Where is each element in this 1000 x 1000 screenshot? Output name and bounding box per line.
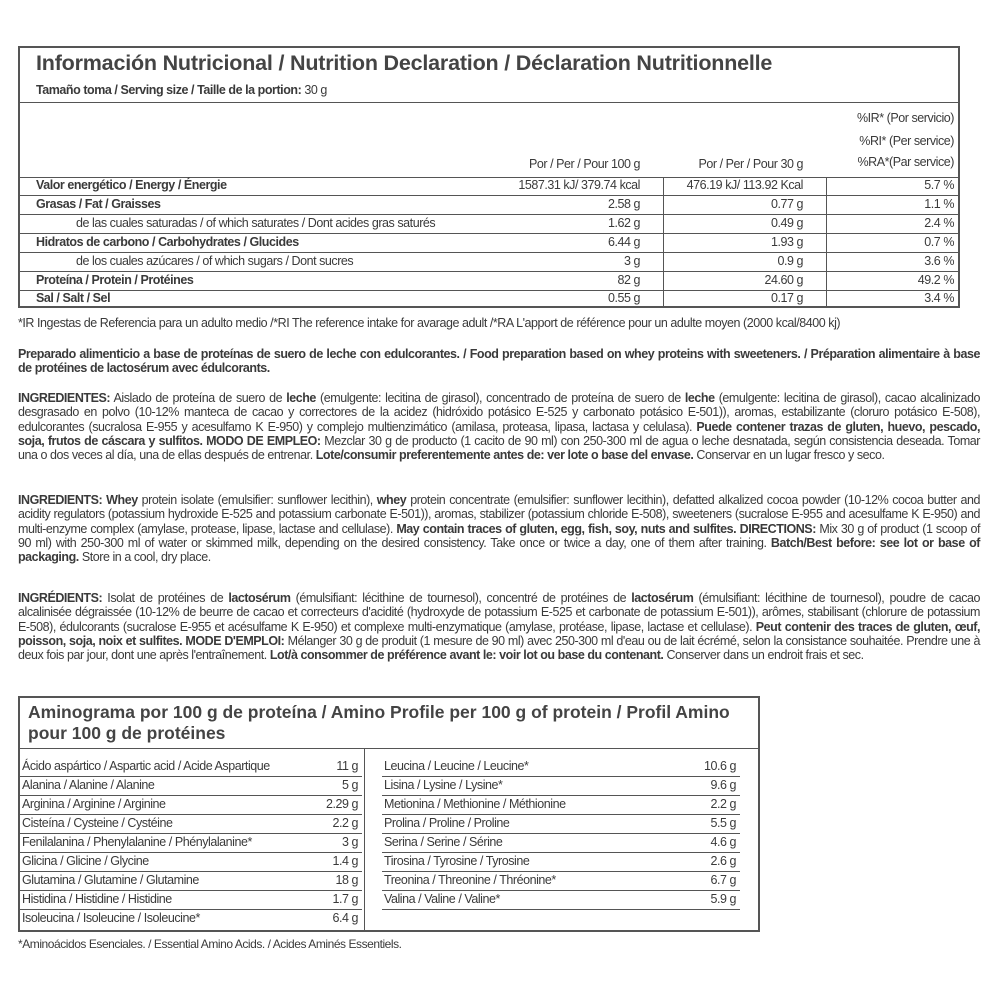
amino-name: Glicina / Glicine / Glycine <box>22 854 149 868</box>
amino-name: Prolina / Proline / Proline <box>384 816 510 830</box>
amino-name: Treonina / Threonine / Thréonine* <box>384 873 556 887</box>
column-divider <box>364 748 365 930</box>
amino-name: Lisina / Lysine / Lysine* <box>384 778 503 792</box>
row-label: Valor energético / Energy / Énergie <box>36 178 227 192</box>
row-per100: 2.58 g <box>607 197 640 211</box>
nutrition-row-salt <box>20 289 958 308</box>
row-per30: 24.60 g <box>764 273 803 287</box>
serving-size-value: 30 g <box>301 83 327 97</box>
reference-intake-footnote: *IR Ingestas de Referencia para un adulto medio /*RI The reference intake for avarage adult /*RA L'apport de référence pour un adulte moyen (2000 kcal/8400 kj) <box>18 316 841 330</box>
nutrition-title: Información Nutricional / Nutrition Declaration / Déclaration Nutritionnelle <box>36 51 773 75</box>
amino-name: Ácido aspártico / Aspartic acid / Acide Aspartique <box>22 759 270 773</box>
serving-size <box>36 83 327 97</box>
row-per100: 0.55 g <box>607 291 640 305</box>
description-text: Preparado alimenticio a base de proteínas de suero de leche con edulcorantes. / Food preparation based on whey proteins with sweeteners. / Préparation alimentaire à base de protéines de lactosérum avec édulcorants. <box>18 347 980 376</box>
allergen-text: leche <box>286 391 316 405</box>
amino-profile-table <box>18 696 760 932</box>
amino-value: 10.6 g <box>703 759 736 773</box>
column-divider <box>826 177 827 308</box>
batch-text: Lote/consumir preferentemente antes de: ver lote o base del envase. <box>315 448 694 463</box>
amino-name: Alanina / Alanine / Alanine <box>22 778 155 792</box>
amino-value: 1.7 g <box>332 892 358 906</box>
amino-name: Valina / Valine / Valine* <box>384 892 500 906</box>
batch-text: Lot/à consommer de préférence avant le: voir lot ou base du contenant. <box>269 648 664 663</box>
row-label: de las cuales saturadas / of which saturates / Dont acides gras saturés <box>76 216 436 230</box>
row-label: Proteína / Protein / Protéines <box>36 273 194 287</box>
col-header-ri-en: %RI* (Per service) <box>859 134 954 148</box>
nutrition-row-saturates <box>20 214 958 233</box>
row-ri: 49.2 % <box>917 273 954 287</box>
amino-name: Cisteína / Cysteine / Cystéine <box>22 816 173 830</box>
col-header-ri-es: %IR* (Por servicio) <box>856 111 954 125</box>
divider <box>20 102 958 103</box>
amino-name: Fenilalanina / Phenylalanine / Phénylalanine* <box>22 835 252 849</box>
col-header-per30: Por / Per / Pour 30 g <box>698 157 803 171</box>
nutrition-row-carbohydrates <box>20 233 958 252</box>
amino-footnote: *Aminoácidos Esenciales. / Essential Amino Acids. / Acides Aminés Essentiels. <box>18 937 402 951</box>
row-per100: 1.62 g <box>607 216 640 230</box>
nutrition-row-sugars <box>20 252 958 271</box>
row-ri: 1.1 % <box>924 197 954 211</box>
product-description <box>18 347 980 376</box>
amino-row <box>20 776 362 795</box>
nutrition-row-energy <box>20 176 958 195</box>
amino-value: 2.2 g <box>332 816 358 830</box>
allergen-warning: May contain traces of gluten, egg, fish, soy, nuts and sulfites. DIRECTIONS: <box>396 521 816 536</box>
amino-row <box>382 814 740 833</box>
amino-value: 6.7 g <box>710 873 736 887</box>
ingredients-text: (emulgente: lecitina de girasol), cacao alcalinizado desgrasado en polvo (10-12% manteca de cacao y correctores de la acidez (hidróxido potásico E-525 y carbonato potásico E-501)), aromas, estabilizante (cloruro potásico E-508), edulcorantes (sucralosa E-955 y acesulfamo K E-950) y complejo multienzimático (amilasa, proteasa, lipasa, lactasa y celulasa). <box>18 391 980 434</box>
row-per100: 6.44 g <box>607 235 640 249</box>
amino-row <box>20 833 362 852</box>
col-header-ri-fr: %RA*(Par service) <box>857 155 954 169</box>
row-per30: 0.49 g <box>770 216 803 230</box>
amino-value: 3 g <box>341 835 358 849</box>
row-per100: 82 g <box>617 273 640 287</box>
amino-title: Aminograma por 100 g de proteína / Amino Profile per 100 g of protein / Profil Amino pour 100 g de protéines <box>28 702 730 743</box>
amino-row <box>382 871 740 890</box>
amino-row <box>20 757 362 776</box>
ingredients-english <box>18 493 980 564</box>
row-per100: 1587.31 kJ/ 379.74 kcal <box>518 178 640 192</box>
amino-value: 11 g <box>336 759 358 773</box>
ingredients-heading: INGREDIENTES: <box>18 391 111 405</box>
nutrition-row-protein <box>20 271 958 290</box>
amino-name: Tirosina / Tyrosine / Tyrosine <box>384 854 530 868</box>
storage-text: Store in a cool, dry place. <box>78 550 211 565</box>
ingredients-spanish <box>18 391 980 462</box>
amino-name: Arginina / Arginine / Arginine <box>22 797 166 811</box>
amino-row <box>20 890 362 909</box>
amino-value: 2.2 g <box>710 797 736 811</box>
storage-text: Conservar en un lugar fresco y seco. <box>693 448 885 463</box>
row-label: Sal / Salt / Sel <box>36 291 111 305</box>
amino-row <box>20 814 362 833</box>
amino-value: 18 g <box>335 873 358 887</box>
amino-value: 1.4 g <box>332 854 358 868</box>
column-divider <box>663 177 664 308</box>
row-ri: 0.7 % <box>924 235 954 249</box>
amino-row <box>20 909 362 928</box>
allergen-text: lactosérum <box>631 591 694 605</box>
amino-value: 5.9 g <box>710 892 736 906</box>
col-header-per100: Por / Per / Pour 100 g <box>529 157 640 171</box>
ingredients-french <box>18 591 980 662</box>
row-per30: 0.9 g <box>777 254 803 268</box>
row-ri: 2.4 % <box>924 216 954 230</box>
divider <box>20 748 758 749</box>
directions-text: Mélanger 30 g de produit (1 mesure de 90 ml) avec 250-300 ml d'eau ou de lait écrémé, selon la consistance souhaitée. Prendre une à deux fois par jour, dont une après l'entraînement. <box>18 633 980 663</box>
serving-size-label: Tamaño toma / Serving size / Taille de la portion: <box>36 83 302 97</box>
batch-text: Batch/Best before: see lot or base of packaging. <box>18 535 980 565</box>
ingredients-heading: INGRÉDIENTS: <box>18 591 103 605</box>
row-label: de los cuales azúcares / of which sugars / Dont sucres <box>76 254 354 268</box>
ingredients-text: protein isolate (emulsifier: sunflower lecithin), <box>137 493 377 507</box>
row-per100: 3 g <box>623 254 640 268</box>
ingredients-heading: INGREDIENTS: Whey <box>18 493 138 507</box>
amino-value: 5.5 g <box>710 816 736 830</box>
ingredients-text: Isolat de protéines de <box>102 591 229 605</box>
amino-row <box>382 890 740 909</box>
amino-value: 2.29 g <box>325 797 358 811</box>
amino-name: Isoleucina / Isoleucine / Isoleucine* <box>22 911 200 925</box>
nutrition-row-fat <box>20 195 958 214</box>
row-label: Grasas / Fat / Graisses <box>36 197 161 211</box>
row-per30: 476.19 kJ/ 113.92 Kcal <box>686 178 803 192</box>
nutrition-table <box>18 46 960 308</box>
storage-text: Conserver dans un endroit frais et sec. <box>663 648 864 663</box>
directions-text: Mezclar 30 g de producto (1 cacito de 90 ml) con 250-300 ml de agua o leche desnatada, según consistencia deseada. Tomar una o dos veces al día, una de ellas después de entrenar. <box>18 433 980 463</box>
divider <box>382 909 740 910</box>
amino-row <box>20 795 362 814</box>
amino-row <box>20 852 362 871</box>
amino-value: 2.6 g <box>710 854 736 868</box>
ingredients-text: (emulgente: lecitina de girasol), concentrado de proteína de suero de <box>315 391 685 405</box>
amino-row <box>382 795 740 814</box>
row-per30: 1.93 g <box>770 235 803 249</box>
allergen-warning: Puede contener trazas de gluten, huevo, pescado, soja, frutos de cáscara y sulfitos. MODO DE EMPLEO: <box>18 419 980 448</box>
amino-name: Serina / Serine / Sérine <box>384 835 503 849</box>
row-ri: 3.4 % <box>924 291 954 305</box>
amino-row <box>20 871 362 890</box>
allergen-text: whey <box>376 493 407 507</box>
amino-row <box>382 833 740 852</box>
directions-text: Mix 30 g of product (1 scoop of 90 ml) with 250-300 ml of water or skimmed milk, depending on the desired consistency. Take once or twice a day, one of them after training. <box>18 521 980 550</box>
allergen-text: lactosérum <box>228 591 291 605</box>
ingredients-text: Aislado de proteína de suero de <box>110 391 287 405</box>
amino-value: 5 g <box>341 778 358 792</box>
row-label: Hidratos de carbono / Carbohydrates / Glucides <box>36 235 299 249</box>
ingredients-text: protein concentrate (emulsifier: sunflower lecithin), defatted alkalized cocoa powder (10-12% cocoa butter and acidity regulators (potassium hydroxide E-525 and potassium carbonate E-501)), aromas, stabilizer (potassium chloride E-508), sweeteners (sucralose E-955 and acesulfame K E-950) and multi-enzyme complex (amylase, protease, lipase, lactase and cellulase). <box>18 493 981 536</box>
row-ri: 5.7 % <box>924 178 954 192</box>
amino-name: Glutamina / Glutamine / Glutamine <box>22 873 199 887</box>
amino-row <box>382 757 740 776</box>
ingredients-text: (émulsifiant: lécithine de tournesol), concentré de protéines de <box>290 591 632 605</box>
amino-name: Histidina / Histidine / Histidine <box>22 892 172 906</box>
row-ri: 3.6 % <box>924 254 954 268</box>
amino-name: Leucina / Leucine / Leucine* <box>384 759 529 773</box>
ingredients-text: (émulsifiant: lécithine de tournesol), poudre de cacao alcalinisée dégraissée (10-12% de beurre de cacao et correcteurs d'acidité (hydroxyde de potassium E-525 et carbonate de potassium E-501)), arômes, stabilisant (chlorure de potassium E-508), édulcorants (sucralose E-955 et acésulfame K E-950) et complexe multi-enzymatique (amylase, protéase, lipase, lactase et cellulase). <box>18 591 981 634</box>
amino-row <box>382 852 740 871</box>
amino-value: 6.4 g <box>332 911 358 925</box>
amino-value: 9.6 g <box>710 778 736 792</box>
amino-row <box>382 776 740 795</box>
allergen-warning: Peut contenir des traces de gluten, œuf, poisson, soja, noix et sulfites. MODE D'EMPLOI: <box>18 619 981 648</box>
row-per30: 0.17 g <box>770 291 803 305</box>
allergen-text: leche <box>684 391 715 405</box>
amino-name: Metionina / Methionine / Méthionine <box>384 797 566 811</box>
amino-value: 4.6 g <box>710 835 736 849</box>
row-per30: 0.77 g <box>770 197 803 211</box>
